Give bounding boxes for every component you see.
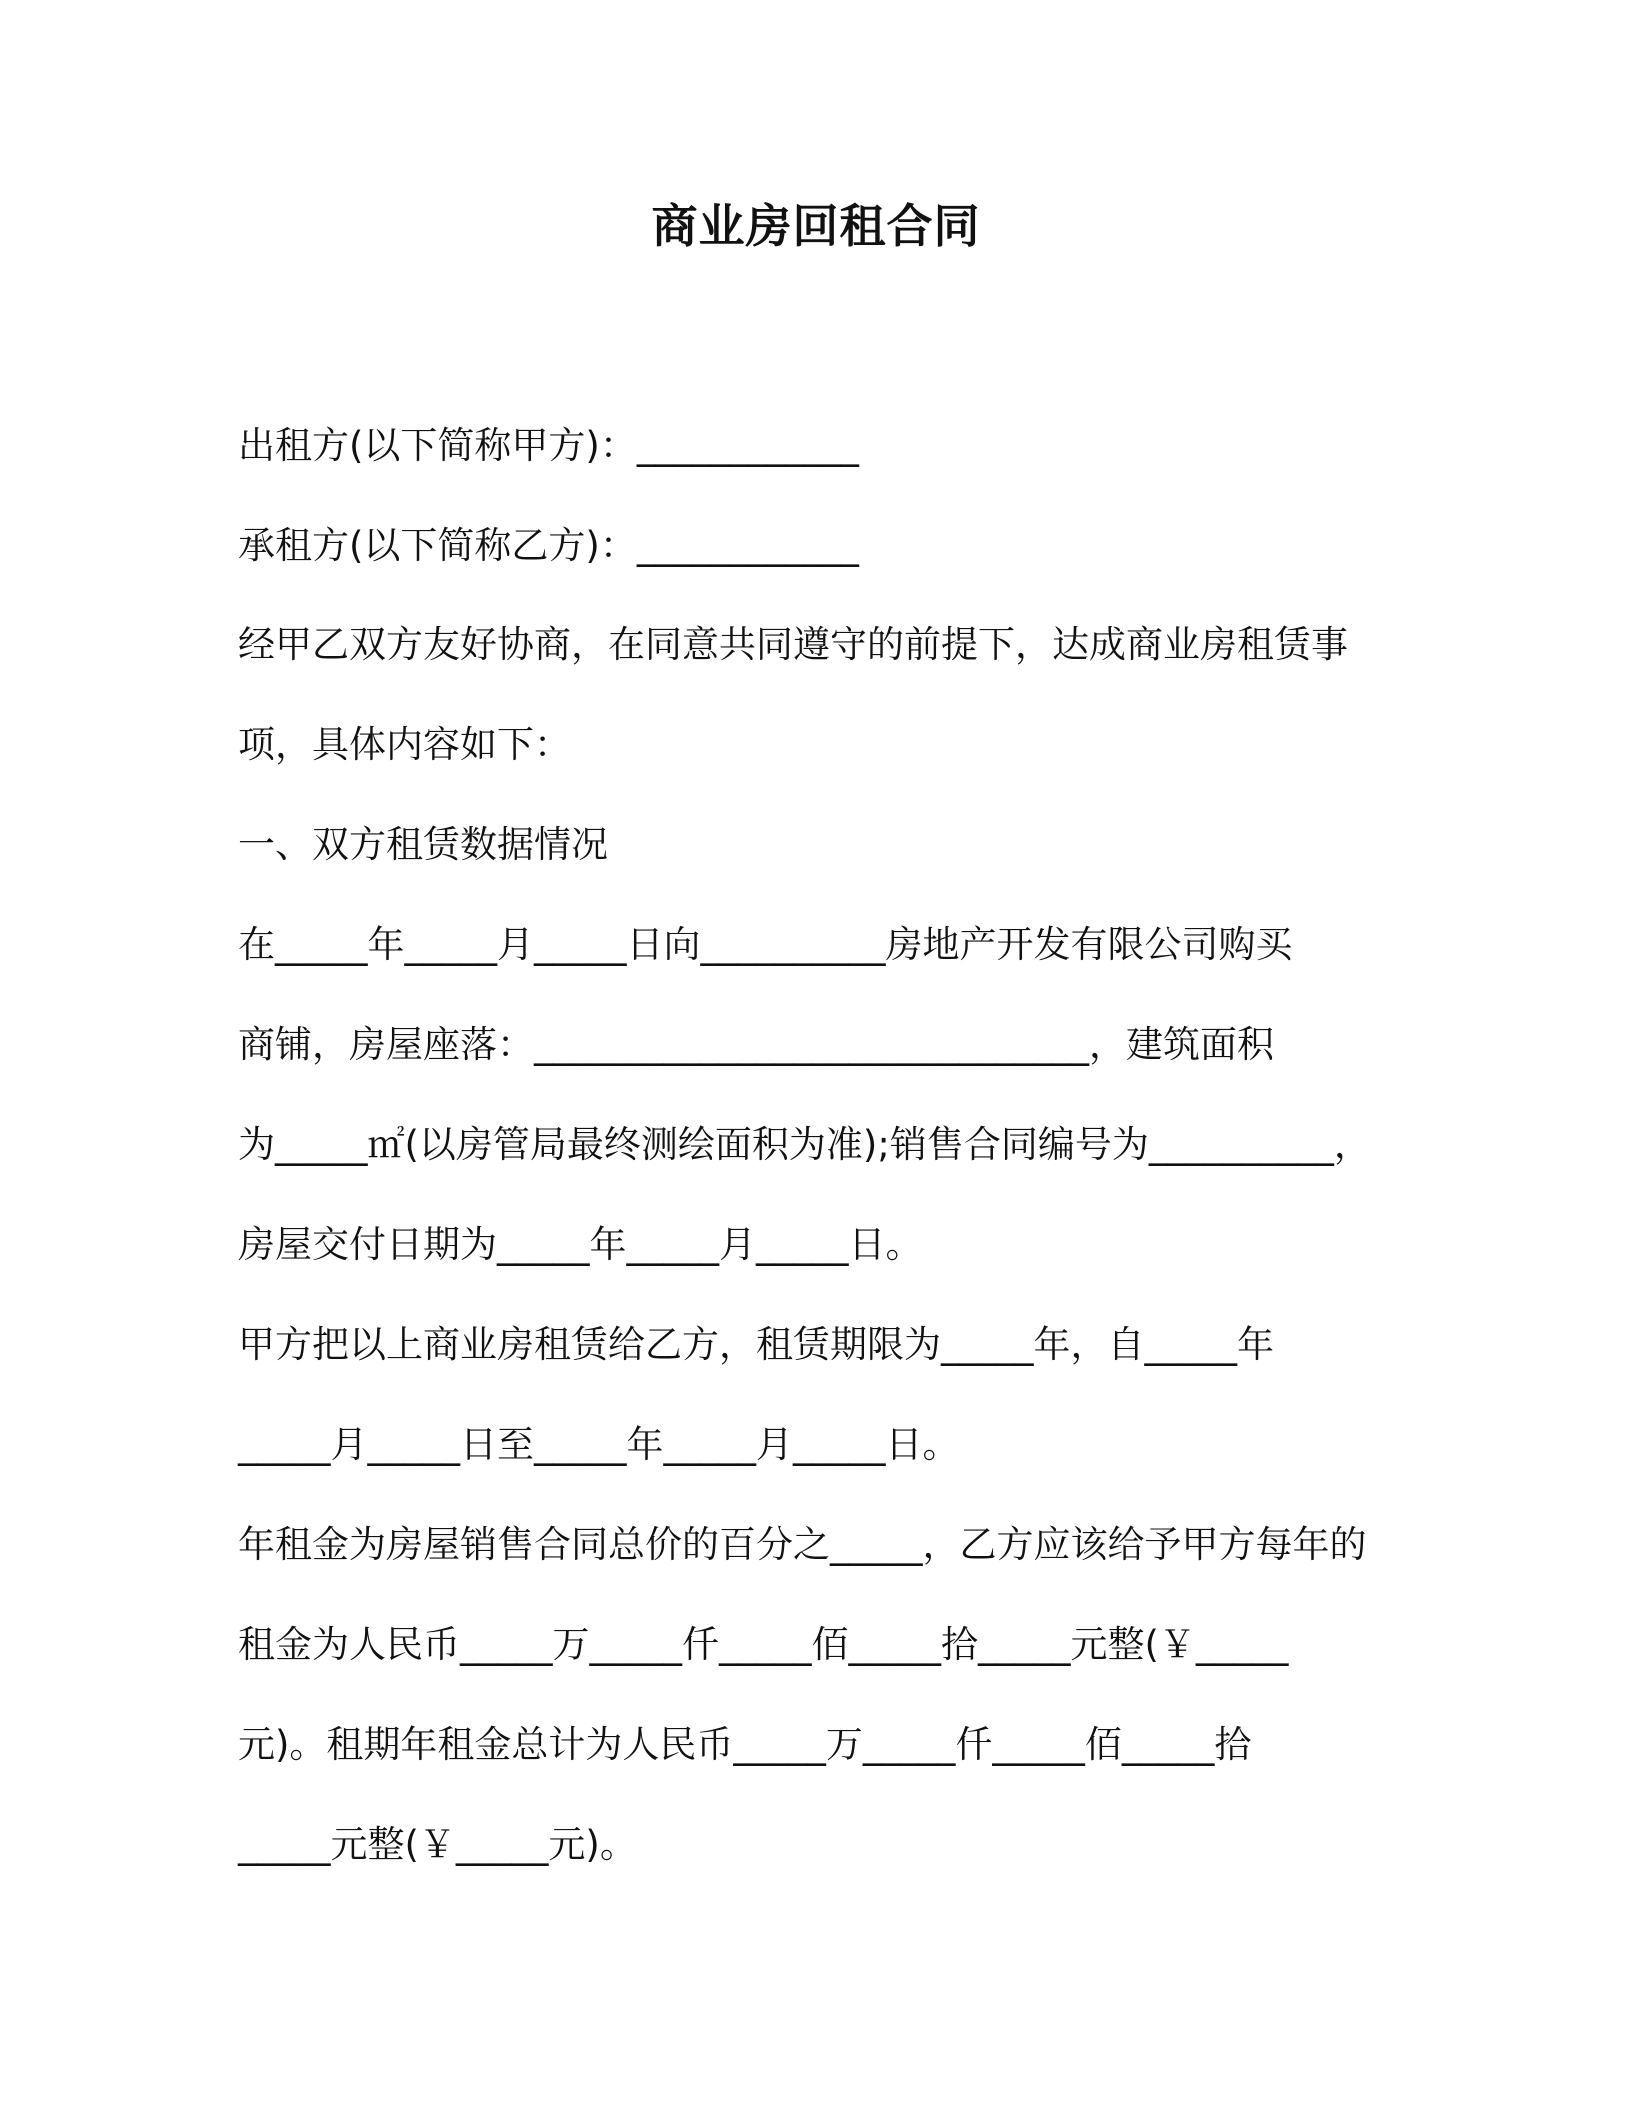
- body-line-delivery: 房屋交付日期为_____年_____月_____日。: [238, 1223, 923, 1266]
- section-heading-1: 一、双方租赁数据情况: [238, 823, 608, 866]
- body-line-location: 商铺，房屋座落：______________________________，建筑面积: [238, 1023, 1274, 1066]
- body-line-purchase: 在_____年_____月_____日向__________房地产开发有限公司购买: [238, 923, 1293, 966]
- preamble-line-2: 项，具体内容如下：: [238, 723, 571, 766]
- body-line-term-dates: _____月_____日至_____年_____月_____日。: [238, 1423, 960, 1466]
- body-line-rent-percent: 年租金为房屋销售合同总价的百分之_____，乙方应该给予甲方每年的: [238, 1523, 1367, 1566]
- lessor-line: 出租方(以下简称甲方)：____________: [238, 424, 859, 467]
- body-line-term: 甲方把以上商业房租赁给乙方，租赁期限为_____年，自_____年: [238, 1323, 1274, 1366]
- lessee-line: 承租方(以下简称乙方)：____________: [238, 524, 859, 567]
- document-title: 商业房回租合同: [651, 199, 981, 253]
- preamble-line-1: 经甲乙双方友好协商，在同意共同遵守的前提下，达成商业房租赁事: [238, 623, 1348, 666]
- body-line-area: 为_____㎡(以房管局最终测绘面积为准);销售合同编号为__________，: [238, 1123, 1371, 1166]
- body-line-rent-total: 元)。租期年租金总计为人民币_____万_____仟_____佰_____拾: [238, 1723, 1252, 1766]
- body-line-rent-total-end: _____元整(￥_____元)。: [238, 1823, 637, 1866]
- body-line-rent-amount: 租金为人民币_____万_____仟_____佰_____拾_____元整(￥_____: [238, 1623, 1289, 1666]
